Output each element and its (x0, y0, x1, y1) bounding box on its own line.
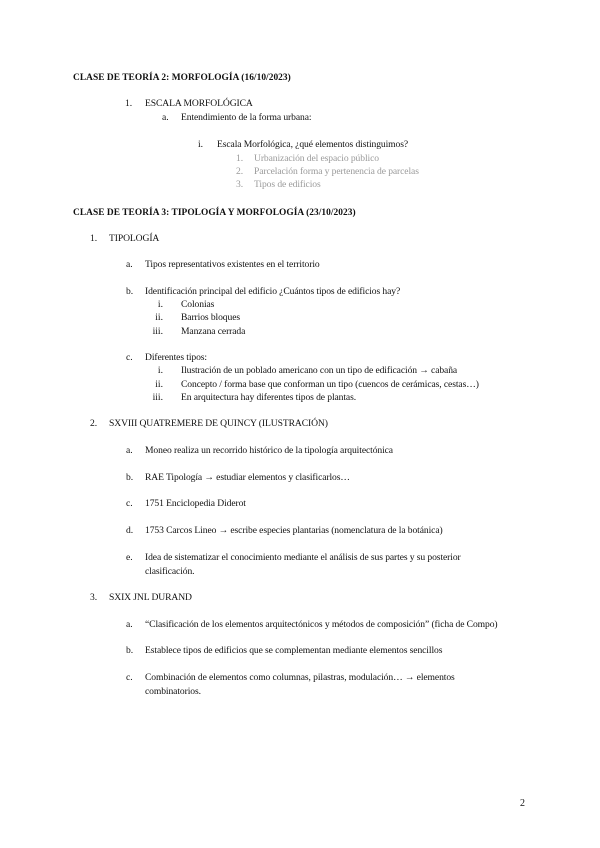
list-marker: i. (198, 139, 204, 150)
list-marker: 2. (236, 166, 244, 177)
list-item: Tipos de edificios (254, 179, 321, 190)
list-marker: ii. (155, 312, 163, 323)
list-marker: c. (126, 672, 133, 683)
list-item-continuation: clasificación. (145, 566, 195, 577)
section-title: ESCALA MORFOLÓGICA (145, 98, 253, 109)
list-marker: 2. (90, 418, 98, 429)
list-item: Diferentes tipos: (145, 352, 207, 363)
list-item: En arquitectura hay diferentes tipos de plantas. (181, 392, 357, 403)
list-marker: c. (126, 498, 133, 509)
page-number: 2 (520, 798, 525, 809)
list-item: Concepto / forma base que conforman un tipo (cuencos de cerámicas, cestas…) (181, 379, 479, 390)
list-marker: iii. (152, 326, 163, 337)
list-item: Establece tipos de edificios que se complementan mediante elementos sencillos (145, 645, 443, 656)
class2-heading: CLASE DE TEORÍA 2: MORFOLOGÍA (16/10/2023) (73, 73, 291, 83)
list-item: Colonias (181, 299, 215, 310)
section-title: SXIX JNL DURAND (109, 592, 192, 603)
list-item: 1753 Carcos Lineo → escribe especies plantarias (nomenclatura de la botánica) (145, 525, 443, 536)
list-marker: ii. (155, 379, 163, 390)
list-marker: i. (157, 299, 163, 310)
list-item: Combinación de elementos como columnas, pilastras, modulación… → elementos (145, 672, 455, 683)
list-marker: b. (126, 472, 134, 483)
list-item: 1751 Enciclopedia Diderot (145, 498, 246, 509)
list-item: Ilustración de un poblado americano con un tipo de edificación → cabaña (181, 365, 458, 376)
list-item-continuation: combinatorios. (145, 686, 201, 697)
list-marker: 3. (90, 592, 98, 603)
list-marker: a. (126, 445, 133, 456)
list-marker: 1. (90, 233, 98, 244)
list-item: Entendimiento de la forma urbana: (181, 112, 312, 123)
list-marker: iii. (152, 392, 163, 403)
list-marker: c. (126, 352, 133, 363)
list-item: Moneo realiza un recorrido histórico de la tipología arquitectónica (145, 445, 393, 456)
list-marker: 3. (236, 179, 244, 190)
list-item: RAE Tipología → estudiar elementos y clasificarlos… (145, 472, 350, 483)
list-marker: d. (126, 525, 134, 536)
list-item: Manzana cerrada (181, 326, 246, 337)
list-item: Barrios bloques (181, 312, 240, 323)
list-marker: a. (162, 112, 169, 123)
list-marker: b. (126, 645, 134, 656)
list-marker: a. (126, 259, 133, 270)
list-item: Idea de sistematizar el conocimiento mediante el análisis de sus partes y su posterior (145, 552, 461, 563)
section-title: TIPOLOGÍA (109, 233, 160, 244)
list-marker: 1. (236, 153, 244, 164)
class3-heading: CLASE DE TEORÍA 3: TIPOLOGÍA Y MORFOLOGÍA (23/10/2023) (73, 208, 356, 218)
list-marker: e. (126, 552, 133, 563)
list-marker: b. (126, 286, 134, 297)
section-title: SXVIII QUATREMERE DE QUINCY (ILUSTRACIÓN) (109, 418, 328, 429)
list-item: Urbanización del espacio público (254, 153, 379, 164)
list-item: “Clasificación de los elementos arquitectónicos y métodos de composición” (ficha de Compo) (145, 619, 498, 630)
list-marker: a. (126, 619, 133, 630)
list-item: Parcelación forma y pertenencia de parcelas (254, 166, 419, 177)
list-marker: 1. (125, 98, 133, 109)
list-marker: i. (157, 365, 163, 376)
list-item: Escala Morfológica, ¿qué elementos distinguimos? (217, 139, 409, 150)
list-item: Identificación principal del edificio ¿Cuántos tipos de edificios hay? (145, 286, 401, 297)
list-item: Tipos representativos existentes en el territorio (145, 259, 320, 270)
